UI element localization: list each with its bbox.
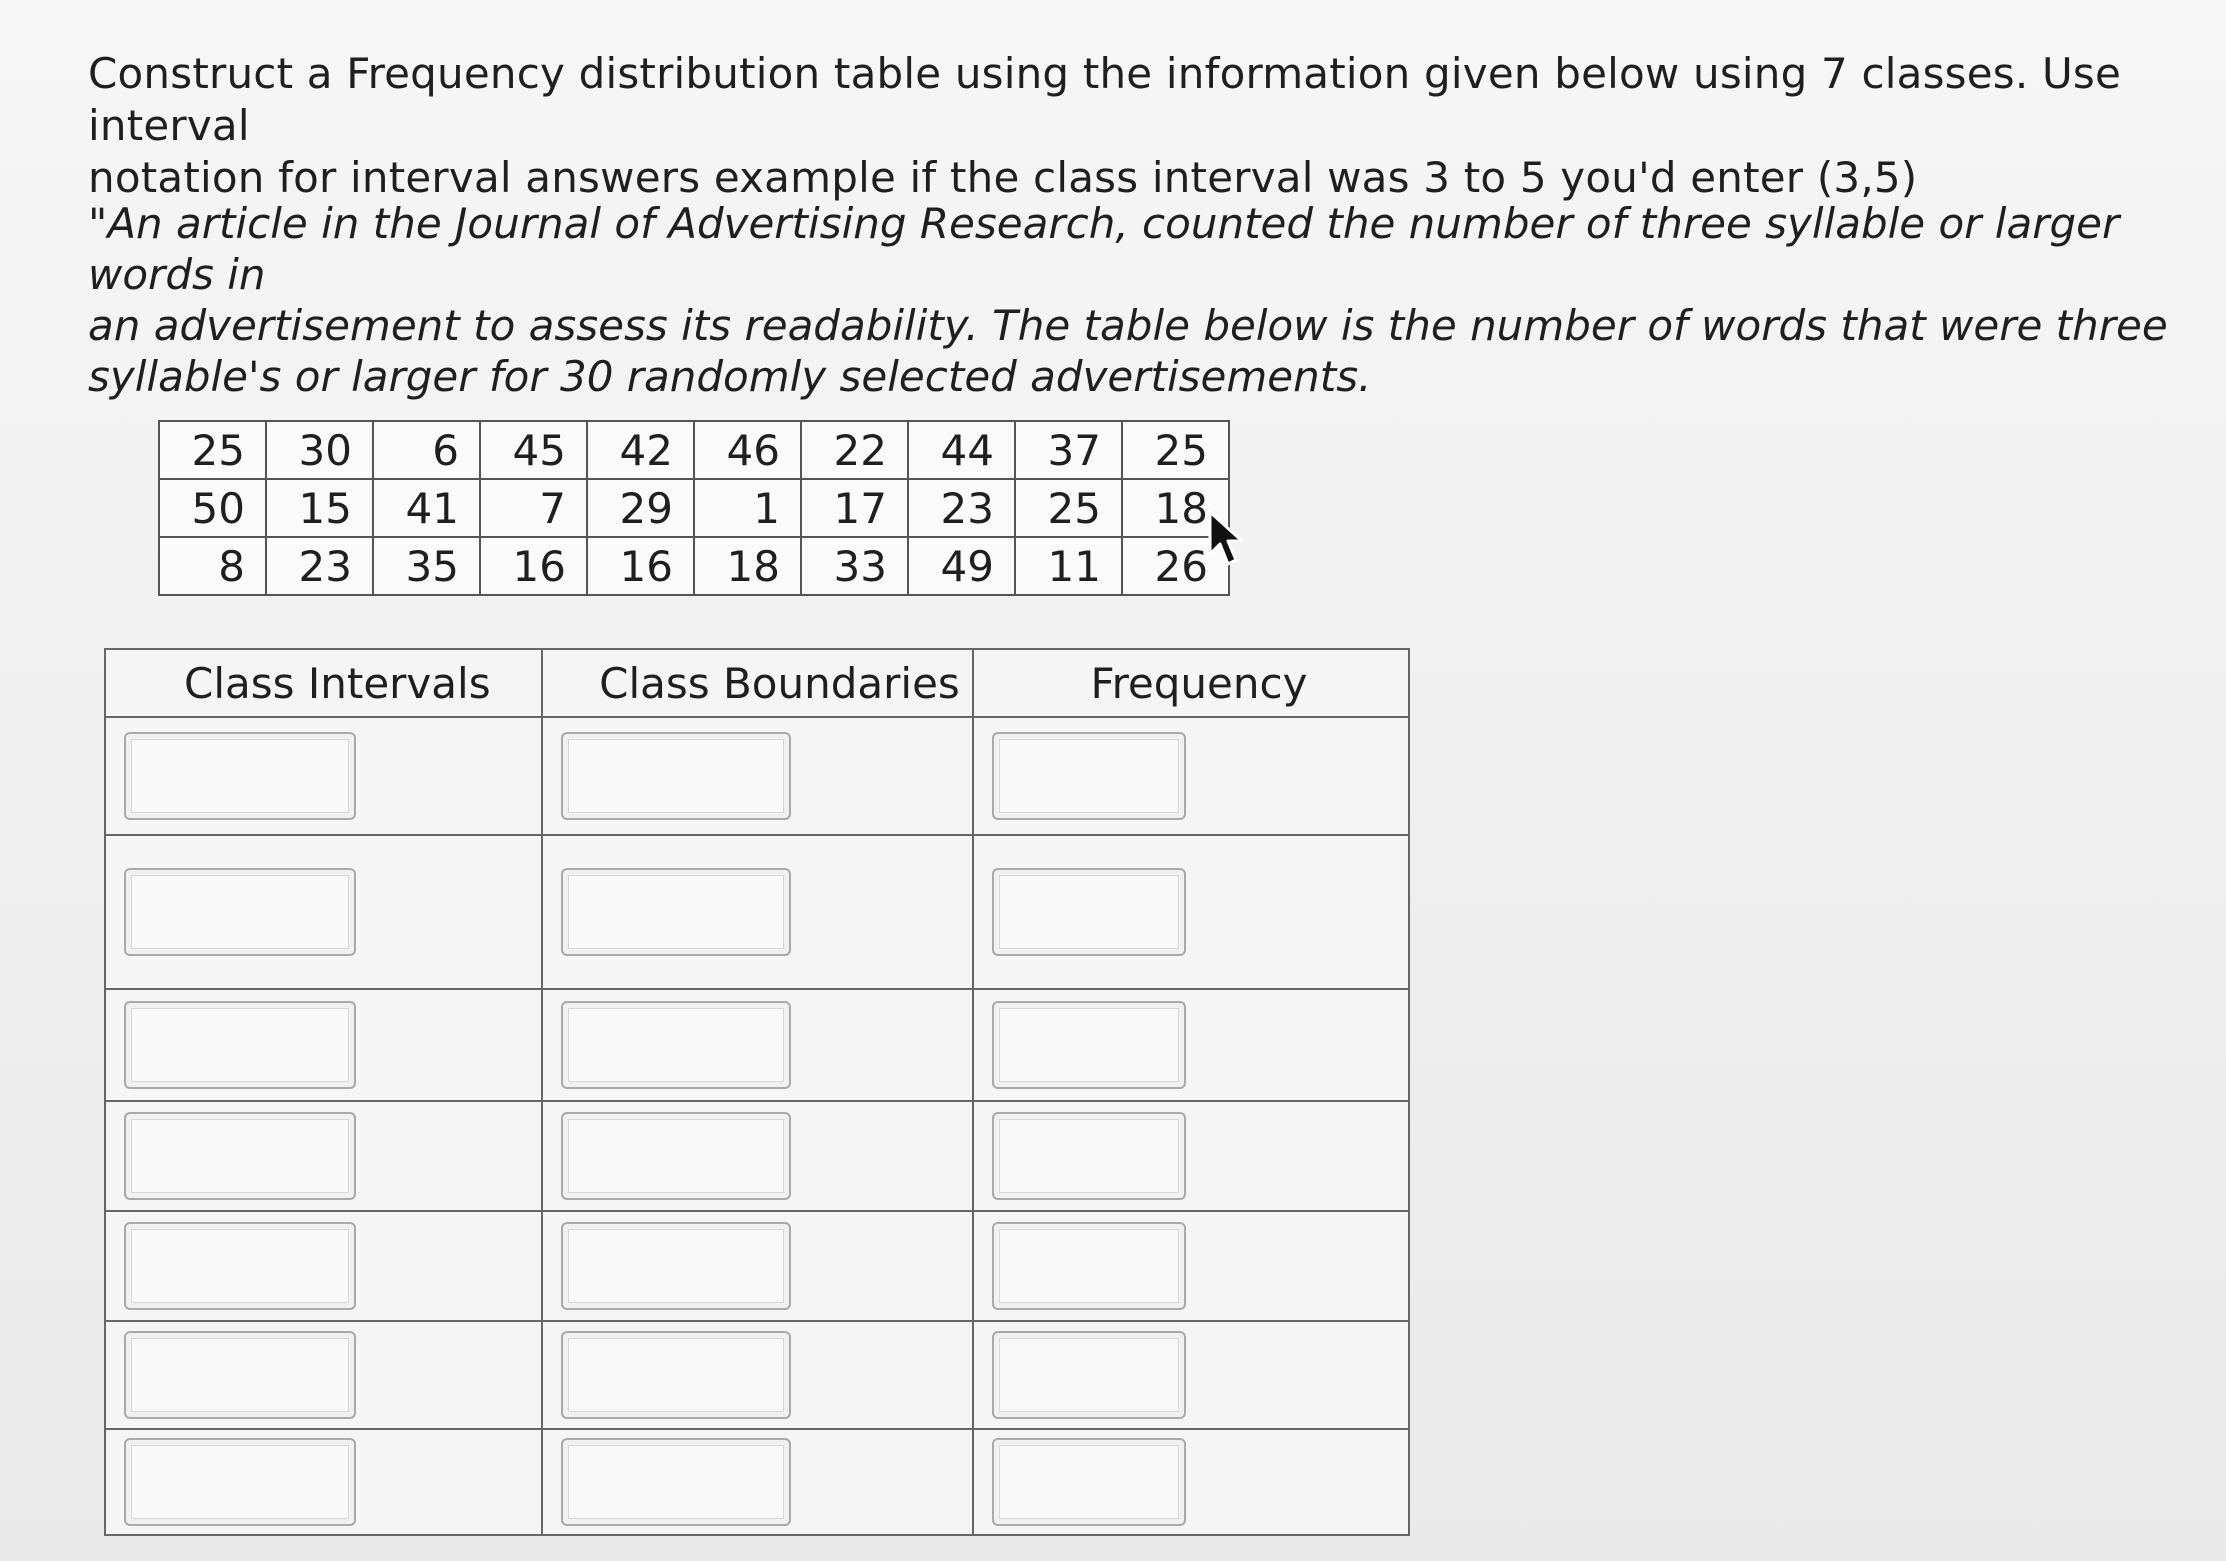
data-cell: 41 [373, 479, 480, 537]
data-cell: 25 [159, 421, 266, 479]
article-description [88, 198, 2208, 402]
data-cell: 37 [1015, 421, 1122, 479]
data-cell: 29 [587, 479, 694, 537]
frequency-table-row [105, 989, 1409, 1101]
data-row [159, 479, 1229, 537]
class-boundary-input[interactable] [561, 1001, 791, 1089]
frequency-cell [973, 1429, 1409, 1535]
data-cell: 44 [908, 421, 1015, 479]
data-cell: 22 [801, 421, 908, 479]
data-cell: 11 [1015, 537, 1122, 595]
data-cell: 42 [587, 421, 694, 479]
data-cell: 18 [1122, 479, 1229, 537]
class-boundaries-header: Class Boundaries [542, 649, 973, 717]
data-cell: 23 [266, 537, 373, 595]
data-cell: 7 [480, 479, 587, 537]
class-boundary-input[interactable] [561, 1438, 791, 1526]
frequency-table-row [105, 1429, 1409, 1535]
class-boundary-input[interactable] [561, 1222, 791, 1310]
instructions-line-2: notation for interval answers example if the class interval was 3 to 5 you'd enter (3,5) [88, 153, 1918, 202]
data-cell: 33 [801, 537, 908, 595]
frequency-table-row [105, 1321, 1409, 1429]
article-line-2: an advertisement to assess its readability. The table below is the number of words that were three [88, 301, 2168, 350]
instructions-line-1: Construct a Frequency distribution table using the information given below using 7 classes. Use interval [88, 49, 2122, 150]
data-cell: 17 [801, 479, 908, 537]
frequency-input[interactable] [992, 1001, 1186, 1089]
frequency-input[interactable] [992, 1222, 1186, 1310]
class-boundary-input[interactable] [561, 1331, 791, 1419]
data-cell: 46 [694, 421, 801, 479]
frequency-cell [973, 1211, 1409, 1321]
data-cell: 8 [159, 537, 266, 595]
class-interval-input[interactable] [124, 1222, 356, 1310]
data-cell: 35 [373, 537, 480, 595]
frequency-cell [973, 717, 1409, 835]
frequency-header: Frequency [973, 649, 1409, 717]
article-line-3: syllable's or larger for 30 randomly selected advertisements. [88, 352, 1372, 401]
frequency-table-row [105, 1101, 1409, 1211]
frequency-cell [973, 1321, 1409, 1429]
class-boundary-cell [542, 717, 973, 835]
class-interval-cell [105, 717, 542, 835]
class-interval-cell [105, 1211, 542, 1321]
data-cell: 1 [694, 479, 801, 537]
data-cell: 25 [1015, 479, 1122, 537]
data-row [159, 537, 1229, 595]
class-boundary-input[interactable] [561, 1112, 791, 1200]
data-cell: 6 [373, 421, 480, 479]
instructions [88, 48, 2168, 204]
data-cell: 18 [694, 537, 801, 595]
data-row [159, 421, 1229, 479]
frequency-input[interactable] [992, 1112, 1186, 1200]
frequency-input[interactable] [992, 1438, 1186, 1526]
class-boundary-cell [542, 1321, 973, 1429]
class-boundary-cell [542, 835, 973, 989]
class-boundary-input[interactable] [561, 732, 791, 820]
class-boundary-cell [542, 1101, 973, 1211]
class-interval-input[interactable] [124, 868, 356, 956]
data-cell: 30 [266, 421, 373, 479]
frequency-table-row [105, 717, 1409, 835]
frequency-input[interactable] [992, 732, 1186, 820]
mouse-pointer-icon [1208, 510, 1252, 570]
class-boundary-input[interactable] [561, 868, 791, 956]
frequency-table-row [105, 1211, 1409, 1321]
class-interval-input[interactable] [124, 1001, 356, 1089]
class-boundary-cell [542, 989, 973, 1101]
frequency-table-row [105, 835, 1409, 989]
class-interval-input[interactable] [124, 732, 356, 820]
class-interval-input[interactable] [124, 1331, 356, 1419]
frequency-input[interactable] [992, 1331, 1186, 1419]
frequency-input[interactable] [992, 868, 1186, 956]
class-interval-input[interactable] [124, 1438, 356, 1526]
frequency-cell [973, 1101, 1409, 1211]
data-cell: 23 [908, 479, 1015, 537]
data-cell: 50 [159, 479, 266, 537]
data-cell: 16 [480, 537, 587, 595]
class-boundary-cell [542, 1429, 973, 1535]
class-interval-cell [105, 989, 542, 1101]
class-boundary-cell [542, 1211, 973, 1321]
class-interval-cell [105, 1101, 542, 1211]
frequency-cell [973, 989, 1409, 1101]
data-cell: 49 [908, 537, 1015, 595]
class-intervals-header: Class Intervals [105, 649, 542, 717]
frequency-table-header-row [105, 649, 1409, 717]
data-table [158, 420, 1230, 596]
class-interval-cell [105, 1429, 542, 1535]
data-cell: 45 [480, 421, 587, 479]
data-cell: 25 [1122, 421, 1229, 479]
class-interval-input[interactable] [124, 1112, 356, 1200]
data-cell: 26 [1122, 537, 1229, 595]
article-line-1: "An article in the Journal of Advertising Research, counted the number of three syllable or larger words in [88, 199, 2120, 299]
data-cell: 15 [266, 479, 373, 537]
frequency-table [104, 648, 1410, 1536]
data-cell: 16 [587, 537, 694, 595]
class-interval-cell [105, 1321, 542, 1429]
frequency-cell [973, 835, 1409, 989]
class-interval-cell [105, 835, 542, 989]
